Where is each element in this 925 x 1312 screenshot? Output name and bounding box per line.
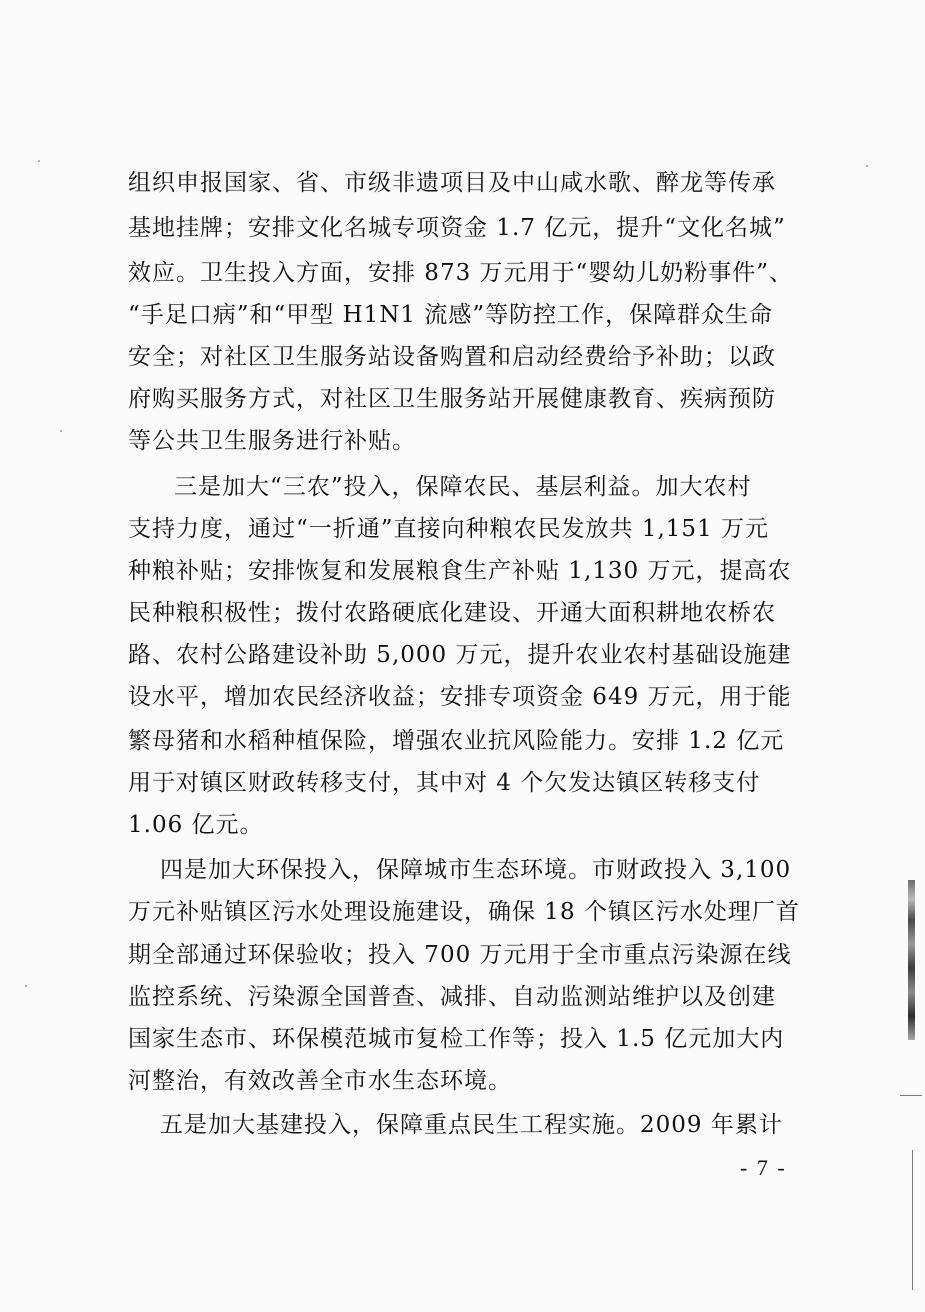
text-line: 万元补贴镇区污水处理设施建设，确保 18 个镇区污水处理厂首 — [128, 899, 800, 925]
paragraph-first-line: 三是加大“三农”投入，保障农民、基层利益。加大农村 — [174, 474, 752, 500]
scan-tick-mark — [912, 1150, 913, 1290]
paragraph-first-line: 五是加大基建投入，保障重点民生工程实施。2009 年累计 — [160, 1112, 783, 1138]
scan-speck — [866, 165, 868, 167]
text-line: 1.06 亿元。 — [128, 812, 264, 838]
text-line: 基地挂牌；安排文化名城专项资金 1.7 亿元，提升“文化名城” — [128, 215, 786, 241]
text-line: 组织申报国家、省、市级非遗项目及中山咸水歌、醉龙等传承 — [128, 170, 776, 196]
scan-speck — [60, 430, 62, 432]
text-line: 种粮补贴；安排恢复和发展粮食生产补贴 1,130 万元，提高农 — [128, 558, 792, 584]
text-line: 设水平，增加农民经济收益；安排专项资金 649 万元，用于能 — [128, 684, 792, 710]
paragraph-first-line: 四是加大环保投入，保障城市生态环境。市财政投入 3,100 — [160, 857, 792, 883]
text-line: 监控系统、污染源全国普查、减排、自动监测站维护以及创建 — [128, 984, 776, 1010]
text-line: 路、农村公路建设补助 5,000 万元，提升农业农村基础设施建 — [128, 642, 792, 668]
text-line: 用于对镇区财政转移支付，其中对 4 个欠发达镇区转移支付 — [128, 770, 761, 796]
page-number: - 7 - — [740, 1155, 787, 1180]
text-line: 民种粮积极性；拨付农路硬底化建设、开通大面积耕地农桥农 — [128, 600, 776, 626]
scan-speck — [25, 985, 27, 987]
scan-edge-mark — [908, 880, 915, 1040]
text-line: “手足口病”和“甲型 H1N1 流感”等防控工作，保障群众生命 — [128, 302, 774, 328]
text-line: 期全部通过环保验收；投入 700 万元用于全市重点污染源在线 — [128, 942, 792, 968]
scan-tick-mark — [900, 1095, 922, 1096]
scan-speck — [38, 160, 40, 162]
text-line: 支持力度，通过“一折通”直接向种粮农民发放共 1,151 万元 — [128, 516, 769, 542]
text-line: 安全；对社区卫生服务站设备购置和启动经费给予补助；以政 — [128, 344, 776, 370]
text-line: 府购买服务方式，对社区卫生服务站开展健康教育、疾病预防 — [128, 386, 776, 412]
text-line: 河整治，有效改善全市水生态环境。 — [128, 1068, 512, 1094]
text-line: 繁母猪和水稻种植保险，增强农业抗风险能力。安排 1.2 亿元 — [128, 728, 785, 754]
text-line: 国家生态市、环保模范城市复检工作等；投入 1.5 亿元加大内 — [128, 1026, 785, 1052]
text-line: 效应。卫生投入方面，安排 873 万元用于“婴幼儿奶粉事件”、 — [128, 260, 794, 286]
text-line: 等公共卫生服务进行补贴。 — [128, 428, 416, 454]
